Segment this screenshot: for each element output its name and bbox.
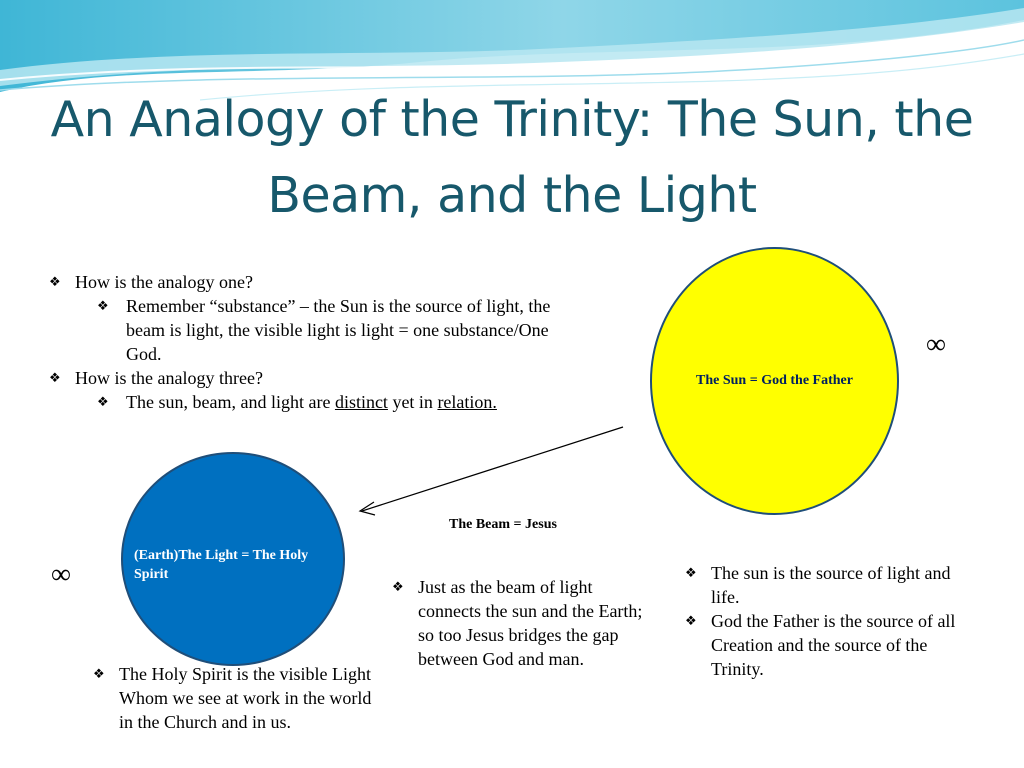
slide-title-line-1: An Analogy of the Trinity: The Sun, the [50, 91, 974, 148]
sub-bullet-item-distinct [45, 390, 560, 414]
bullet-text: Just as the beam of light connects the sun and the Earth; so too Jesus bridges the gap between God and man. [418, 577, 643, 669]
underlined-word-distinct: distinct [334, 392, 388, 412]
bullet-item-analogy-three [45, 366, 560, 390]
beam-label: The Beam = Jesus [449, 517, 557, 532]
sun-note [681, 561, 981, 681]
bullet-text [126, 392, 497, 412]
bullet-text: The sun is the source of light and life. [711, 563, 951, 607]
bullet-text: The Holy Spirit is the visible Light Whom we see at work in the world in the Church and in us. [119, 664, 372, 732]
holy-spirit-note [89, 662, 379, 734]
diamond-bullet-icon: ❖ [685, 613, 697, 628]
diamond-bullet-icon: ❖ [97, 298, 109, 313]
diamond-bullet-icon: ❖ [97, 394, 109, 409]
diamond-bullet-icon: ❖ [685, 565, 697, 580]
slide-title [0, 82, 1024, 234]
diamond-bullet-icon: ❖ [49, 274, 61, 289]
bullet-item-sun-source [681, 561, 981, 609]
bullet-item-analogy-one [45, 270, 560, 294]
sub-bullet-item-substance [45, 294, 560, 366]
diamond-bullet-icon: ❖ [93, 666, 105, 681]
bullet-text: God the Father is the source of all Creation and the source of the Trinity. [711, 611, 956, 679]
text-run: The sun, beam, and light are [126, 392, 335, 412]
earth-label: (Earth)The Light = The Holy Spirit [134, 548, 309, 582]
slide-title-line-2: Beam, and the Light [267, 167, 757, 224]
diamond-bullet-icon: ❖ [49, 370, 61, 385]
beam-note [388, 575, 658, 671]
sun-label: The Sun = God the Father [696, 373, 853, 388]
bullet-text: Remember “substance” – the Sun is the source of light, the beam is light, the visible light is light = one substance/One God. [126, 296, 551, 364]
infinity-symbol-sun: ∞ [926, 329, 946, 360]
bullet-item-beam [388, 575, 658, 671]
infinity-symbol-earth: ∞ [51, 559, 71, 590]
earth-circle [121, 452, 345, 666]
intro-bullet-list [45, 270, 560, 414]
bullet-text: How is the analogy one? [75, 272, 253, 292]
bullet-text: How is the analogy three? [75, 368, 263, 388]
text-run: yet in [387, 392, 438, 412]
sun-circle [650, 247, 899, 515]
underlined-word-relation: relation. [437, 392, 497, 412]
bullet-item-father-source [681, 609, 981, 681]
diamond-bullet-icon: ❖ [392, 579, 404, 594]
bullet-item-holy-spirit [89, 662, 379, 734]
